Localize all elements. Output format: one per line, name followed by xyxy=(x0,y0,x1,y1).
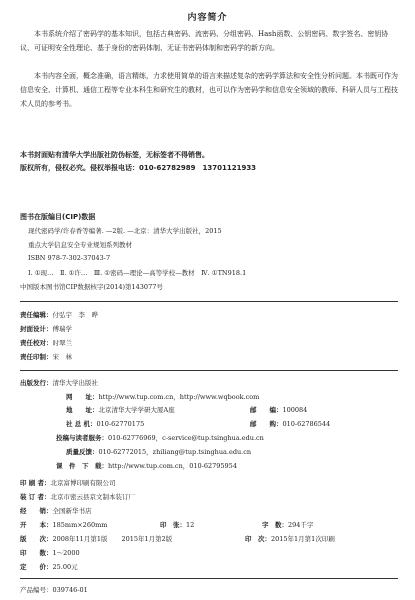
staff-printing-manager: 责任印制：宋 林 xyxy=(20,353,72,361)
cip-line-isbn: ISBN 978-7-302-37043-7 xyxy=(28,254,111,262)
publisher-address: 地 址：北京清华大学学研大厦A座 xyxy=(66,406,175,414)
publisher-contribution: 投稿与读者服务：010-62776969，c-service@tup.tsinghua.edu.cn xyxy=(56,434,264,442)
distributor: 经 销：全国新华书店 xyxy=(20,507,92,515)
format-word-count: 字 数：294千字 xyxy=(262,521,314,529)
summary-heading: 内容简介 xyxy=(187,13,228,23)
staff-cover-design: 封面设计：傅瑞学 xyxy=(20,325,72,333)
summary-paragraph-2: 本书内容全面，概念准确，语言精练，力求使用简单的语言来描述复杂的密码学算法和安全性分析问题。本书既可作为信息安全、计算机、通信工程等专业本科生和研究生的教材，也可以作为密码学和信息安全领域的教师、科研人员与工程技术人员的参考书。 xyxy=(20,72,398,108)
price: 定 价：25.00元 xyxy=(20,563,78,571)
publisher-website: 网 址：http://www.tup.com.cn，http://www.wqbook.com xyxy=(66,393,260,401)
cip-line-title: 现代密码学/许春香等编著. —2版. —北京：清华大学出版社，2015 xyxy=(28,227,222,235)
publisher-courseware: 课 件 下 载：http://www.tup.com.cn，010-62795954 xyxy=(56,462,237,470)
divider-bottom xyxy=(20,578,398,579)
divider-top xyxy=(20,301,398,302)
product-code: 产品编号：039746-01 xyxy=(20,586,88,594)
publisher-zip: 邮 编：100084 xyxy=(250,406,308,414)
publisher-switchboard: 社 总 机：010-62770175 xyxy=(66,420,145,428)
format-size: 开 本：185mm×260mm xyxy=(20,521,108,529)
publisher-mail-order: 邮 购：010-62786544 xyxy=(250,420,331,428)
copyright-notice: 版权所有，侵权必究。侵权举报电话：010-62782989 13701121933 xyxy=(20,164,257,172)
format-sheets: 印 张：12 xyxy=(160,521,195,529)
printer: 印 刷 者：北京富博印刷有限公司 xyxy=(20,479,116,487)
summary-paragraph-1: 本书系统介绍了密码学的基本知识，包括古典密码、流密码、分组密码、Hash函数、公钥密码、数字签名、密钥协议、可证明安全性理论、基于身份的密码体制、无证书密码体制和密码学的新方向。 xyxy=(20,30,389,52)
print-count: 印 数：1～2000 xyxy=(20,549,80,557)
cip-heading: 图书在版编目(CIP)数据 xyxy=(20,213,96,221)
anti-counterfeit-notice: 本书封面贴有清华大学出版社防伪标签，无标签者不得销售。 xyxy=(20,151,209,159)
publisher-quality-feedback: 质量反馈：010-62772015，zhiliang@tup.tsinghua.edu.cn xyxy=(66,448,252,456)
staff-editor: 责任编辑：付弘宇 李 晔 xyxy=(20,311,98,319)
publisher-line: 出版发行：清华大学出版社 xyxy=(20,379,98,387)
cip-line-classification: Ⅰ. ①现… Ⅱ. ①许… Ⅲ. ①密码—理论—高等学校—教材 Ⅳ. ①TN918.1 xyxy=(28,269,247,277)
cip-line-record: 中国版本图书馆CIP数据核字(2014)第143077号 xyxy=(20,283,163,291)
printing-info: 印 次：2015年1月第1次印刷 xyxy=(245,535,335,543)
staff-proofreader: 责任校对：时翠兰 xyxy=(20,339,72,347)
binder: 装 订 者：北京市密云县京文制本装订厂 xyxy=(20,493,136,501)
edition-info: 版 次：2008年11月第1版 2015年1月第2版 xyxy=(20,535,173,543)
divider-middle xyxy=(20,370,398,371)
cip-line-series: 重点大学信息安全专业规划系列教材 xyxy=(28,241,132,249)
